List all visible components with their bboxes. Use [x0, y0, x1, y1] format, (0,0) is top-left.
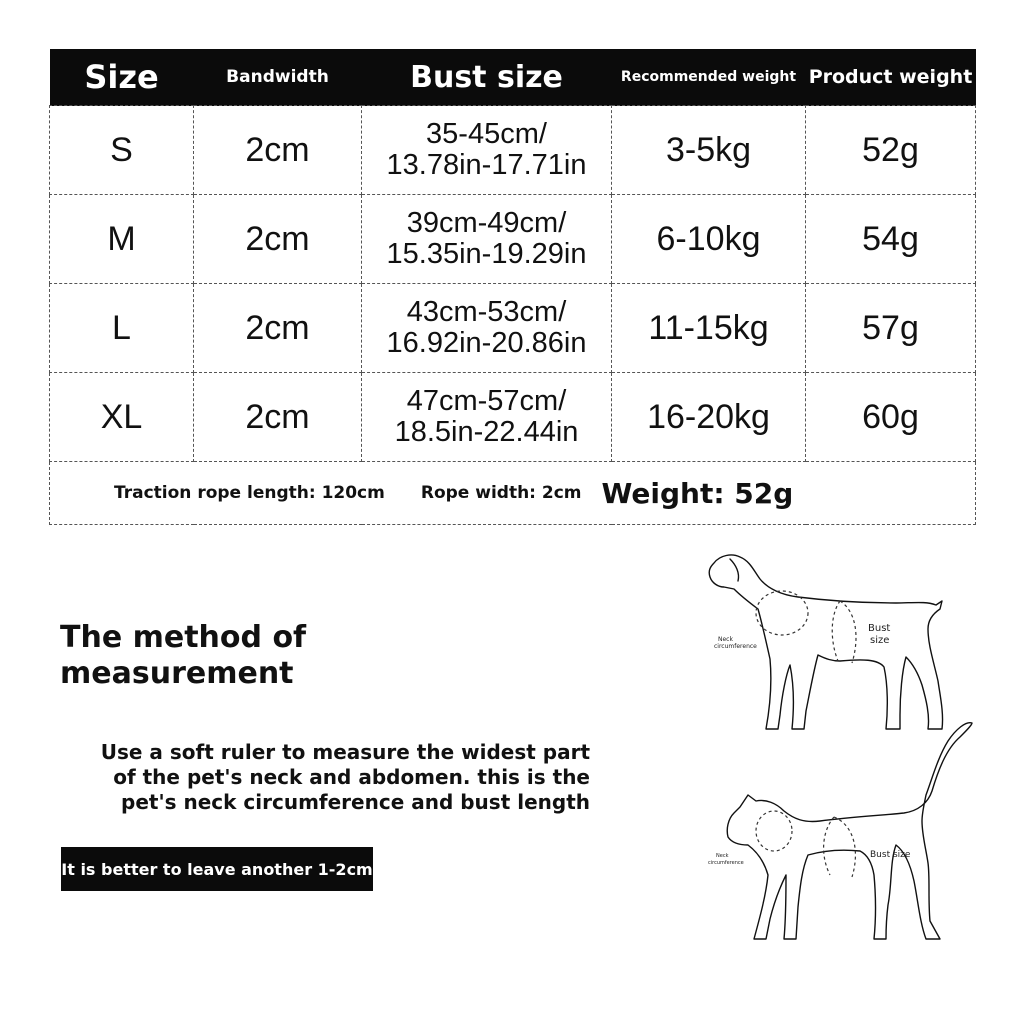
cell-bandwidth: 2cm: [194, 106, 362, 195]
bust-in: 13.78in-17.71in: [386, 149, 587, 181]
cell-product-weight: 54g: [806, 195, 976, 284]
rope-width: Rope width: 2cm: [420, 483, 582, 503]
cell-bust-size: [362, 195, 612, 284]
header-size: Size: [50, 49, 194, 106]
cell-bandwidth: 2cm: [194, 373, 362, 462]
header-bust-size: Bust size: [362, 49, 612, 106]
table-row: [50, 106, 976, 195]
cell-product-weight: 60g: [806, 373, 976, 462]
bust-in: 16.92in-20.86in: [386, 327, 587, 359]
cell-bandwidth: 2cm: [194, 284, 362, 373]
dog-bust-label: Bust: [868, 623, 891, 634]
cat-neck-label: Neck: [716, 853, 729, 859]
bust-in: 15.35in-19.29in: [386, 238, 587, 270]
instruction-line: pet's neck circumference and bust length: [121, 790, 590, 814]
header-product-weight: Product weight: [806, 49, 976, 106]
table-row: [50, 284, 976, 373]
table-footer-row: [50, 462, 976, 525]
cell-size: L: [50, 284, 194, 373]
cat-outline-icon: [727, 723, 972, 939]
method-title: [60, 620, 306, 692]
measurement-illustration: [690, 545, 990, 965]
dog-measure-lines: [756, 591, 856, 663]
table-row: [50, 195, 976, 284]
cell-recommended-weight: 3-5kg: [612, 106, 806, 195]
size-chart-table: [49, 49, 976, 525]
instruction-line: Use a soft ruler to measure the widest part: [100, 740, 590, 764]
cell-size: S: [50, 106, 194, 195]
dog-bust-label: size: [870, 635, 890, 646]
cell-bust-size: [362, 373, 612, 462]
rope-length: Traction rope length: 120cm: [114, 483, 385, 503]
cell-bandwidth: 2cm: [194, 195, 362, 284]
cat-bust-label: Bust size: [870, 850, 911, 860]
instruction-line: of the pet's neck and abdomen. this is the: [113, 765, 590, 789]
cell-product-weight: 57g: [806, 284, 976, 373]
bust-cm: 47cm-57cm/: [406, 385, 567, 417]
cell-recommended-weight: 11-15kg: [612, 284, 806, 373]
dog-neck-label: Neck: [718, 636, 733, 643]
footer-cell: [50, 462, 976, 525]
cell-recommended-weight: 6-10kg: [612, 195, 806, 284]
header-bandwidth: Bandwidth: [194, 49, 362, 106]
cell-size: XL: [50, 373, 194, 462]
dog-neck-label: circumference: [714, 643, 757, 650]
cat-neck-label: circumference: [708, 860, 744, 866]
table-row: [50, 373, 976, 462]
method-instructions: [60, 740, 590, 815]
cell-recommended-weight: 16-20kg: [612, 373, 806, 462]
cell-product-weight: 52g: [806, 106, 976, 195]
bust-in: 18.5in-22.44in: [394, 416, 579, 448]
method-title-line: measurement: [60, 656, 294, 691]
table-header-row: [50, 49, 976, 106]
cell-bust-size: [362, 284, 612, 373]
bust-cm: 39cm-49cm/: [406, 207, 567, 239]
tip-banner: It is better to leave another 1-2cm: [61, 847, 373, 891]
header-recommended-weight: Recommended weight: [612, 49, 806, 106]
bust-cm: 35-45cm/: [426, 118, 547, 150]
dog-outline-icon: [709, 555, 942, 729]
total-weight: Weight: 52g: [601, 476, 794, 510]
cell-bust-size: [362, 106, 612, 195]
bust-cm: 43cm-53cm/: [406, 296, 567, 328]
method-title-line: The method of: [60, 620, 307, 655]
cell-size: M: [50, 195, 194, 284]
